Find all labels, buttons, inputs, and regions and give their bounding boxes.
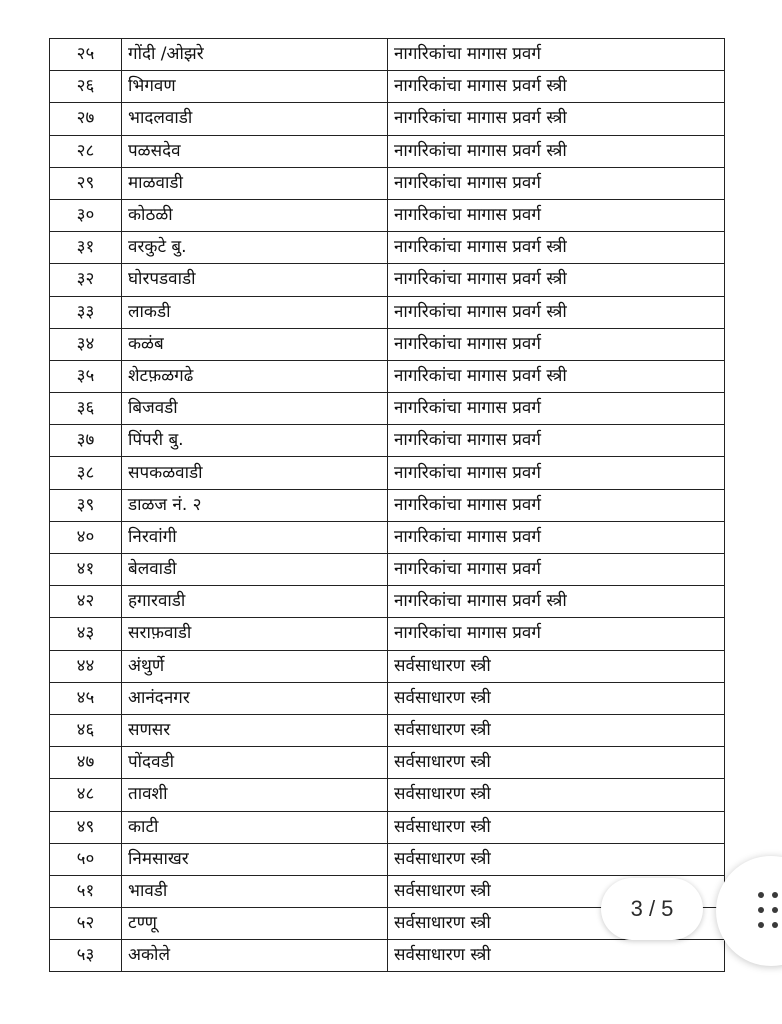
serial-number-cell: ४३ [50,618,122,650]
reservation-category-cell: नागरिकांचा मागास प्रवर्ग स्त्री [388,232,725,264]
serial-number-cell: ३२ [50,264,122,296]
village-name-cell: घोरपडवाडी [122,264,388,296]
reservation-category-cell: नागरिकांचा मागास प्रवर्ग स्त्री [388,586,725,618]
table-row [50,393,725,425]
village-name-cell: हगारवाडी [122,586,388,618]
village-name-cell: कळंब [122,328,388,360]
reservation-category-cell: सर्वसाधारण स्त्री [388,650,725,682]
serial-number-cell: ३६ [50,393,122,425]
reservation-category-cell: सर्वसाधारण स्त्री [388,875,725,907]
table-row [50,650,725,682]
table-row [50,714,725,746]
serial-number-cell: ५१ [50,875,122,907]
table-row [50,39,725,71]
table-row [50,618,725,650]
serial-number-cell: ४० [50,521,122,553]
serial-number-cell: ४७ [50,747,122,779]
table-row [50,747,725,779]
reservation-category-cell: नागरिकांचा मागास प्रवर्ग [388,425,725,457]
reservation-category-cell: नागरिकांचा मागास प्रवर्ग [388,39,725,71]
serial-number-cell: ५३ [50,940,122,972]
village-name-cell: बिजवडी [122,393,388,425]
reservation-table [49,38,725,972]
page-indicator [601,878,703,940]
serial-number-cell: ३९ [50,489,122,521]
serial-number-cell: ४१ [50,554,122,586]
reservation-category-cell: सर्वसाधारण स्त्री [388,682,725,714]
village-name-cell: माळवाडी [122,167,388,199]
village-name-cell: निमसाखर [122,843,388,875]
village-name-cell: पोंदवडी [122,747,388,779]
serial-number-cell: २५ [50,39,122,71]
village-name-cell: पळसदेव [122,135,388,167]
village-name-cell: टण्णू [122,908,388,940]
reservation-category-cell: सर्वसाधारण स्त्री [388,747,725,779]
serial-number-cell: ४४ [50,650,122,682]
village-name-cell: तावशी [122,779,388,811]
table-row [50,135,725,167]
viewer-menu-button[interactable] [716,856,782,966]
serial-number-cell: ३० [50,199,122,231]
village-name-cell: वरकुटे बु. [122,232,388,264]
table-row [50,779,725,811]
serial-number-cell: ४५ [50,682,122,714]
table-row [50,103,725,135]
serial-number-cell: ३१ [50,232,122,264]
serial-number-cell: ३७ [50,425,122,457]
reservation-category-cell: नागरिकांचा मागास प्रवर्ग स्त्री [388,103,725,135]
village-name-cell: भादलवाडी [122,103,388,135]
reservation-category-cell: नागरिकांचा मागास प्रवर्ग स्त्री [388,135,725,167]
village-name-cell: डाळज नं. २ [122,489,388,521]
village-name-cell: गोंदी /ओझरे [122,39,388,71]
village-name-cell: बेलवाडी [122,554,388,586]
serial-number-cell: ३४ [50,328,122,360]
serial-number-cell: ५० [50,843,122,875]
table-row [50,811,725,843]
village-name-cell: भिगवण [122,71,388,103]
serial-number-cell: २८ [50,135,122,167]
reservation-category-cell: नागरिकांचा मागास प्रवर्ग [388,328,725,360]
village-name-cell: सपकळवाडी [122,457,388,489]
reservation-category-cell: नागरिकांचा मागास प्रवर्ग [388,618,725,650]
serial-number-cell: ३८ [50,457,122,489]
serial-number-cell: ३५ [50,360,122,392]
serial-number-cell: ५२ [50,908,122,940]
grid-dots-icon [758,892,778,928]
table-row [50,199,725,231]
village-name-cell: निरवांगी [122,521,388,553]
reservation-category-cell: नागरिकांचा मागास प्रवर्ग [388,199,725,231]
reservation-category-cell: नागरिकांचा मागास प्रवर्ग [388,167,725,199]
reservation-category-cell: नागरिकांचा मागास प्रवर्ग [388,393,725,425]
village-name-cell: भावडी [122,875,388,907]
table-row [50,554,725,586]
village-name-cell: आनंदनगर [122,682,388,714]
reservation-category-cell: नागरिकांचा मागास प्रवर्ग स्त्री [388,264,725,296]
table-row [50,682,725,714]
table-row [50,425,725,457]
reservation-category-cell: सर्वसाधारण स्त्री [388,940,725,972]
reservation-category-cell: सर्वसाधारण स्त्री [388,779,725,811]
reservation-category-cell: नागरिकांचा मागास प्रवर्ग स्त्री [388,296,725,328]
village-name-cell: शेटफ़ळगढे [122,360,388,392]
serial-number-cell: ३३ [50,296,122,328]
reservation-category-cell: सर्वसाधारण स्त्री [388,908,725,940]
village-name-cell: अंथुर्णे [122,650,388,682]
table-row [50,167,725,199]
table-row [50,328,725,360]
table-body [50,39,725,972]
village-name-cell: सणसर [122,714,388,746]
village-name-cell: लाकडी [122,296,388,328]
page-indicator-label: 3 / 5 [630,896,674,921]
serial-number-cell: ४९ [50,811,122,843]
reservation-category-cell: नागरिकांचा मागास प्रवर्ग [388,489,725,521]
table-row [50,843,725,875]
serial-number-cell: २९ [50,167,122,199]
reservation-category-cell: सर्वसाधारण स्त्री [388,843,725,875]
table-row [50,940,725,972]
table-row [50,489,725,521]
serial-number-cell: ४२ [50,586,122,618]
reservation-category-cell: सर्वसाधारण स्त्री [388,714,725,746]
table-row [50,264,725,296]
village-name-cell: अकोले [122,940,388,972]
table-row [50,232,725,264]
village-name-cell: काटी [122,811,388,843]
table-row [50,360,725,392]
reservation-category-cell: नागरिकांचा मागास प्रवर्ग [388,521,725,553]
table-row [50,521,725,553]
table-row [50,296,725,328]
reservation-category-cell: नागरिकांचा मागास प्रवर्ग [388,457,725,489]
serial-number-cell: ४६ [50,714,122,746]
village-name-cell: कोठळी [122,199,388,231]
table-row [50,586,725,618]
reservation-category-cell: नागरिकांचा मागास प्रवर्ग स्त्री [388,71,725,103]
reservation-category-cell: नागरिकांचा मागास प्रवर्ग स्त्री [388,360,725,392]
reservation-category-cell: सर्वसाधारण स्त्री [388,811,725,843]
serial-number-cell: २६ [50,71,122,103]
village-name-cell: पिंपरी बु. [122,425,388,457]
table-row [50,71,725,103]
reservation-category-cell: नागरिकांचा मागास प्रवर्ग [388,554,725,586]
table-row [50,457,725,489]
village-name-cell: सराफ़वाडी [122,618,388,650]
serial-number-cell: ४८ [50,779,122,811]
serial-number-cell: २७ [50,103,122,135]
